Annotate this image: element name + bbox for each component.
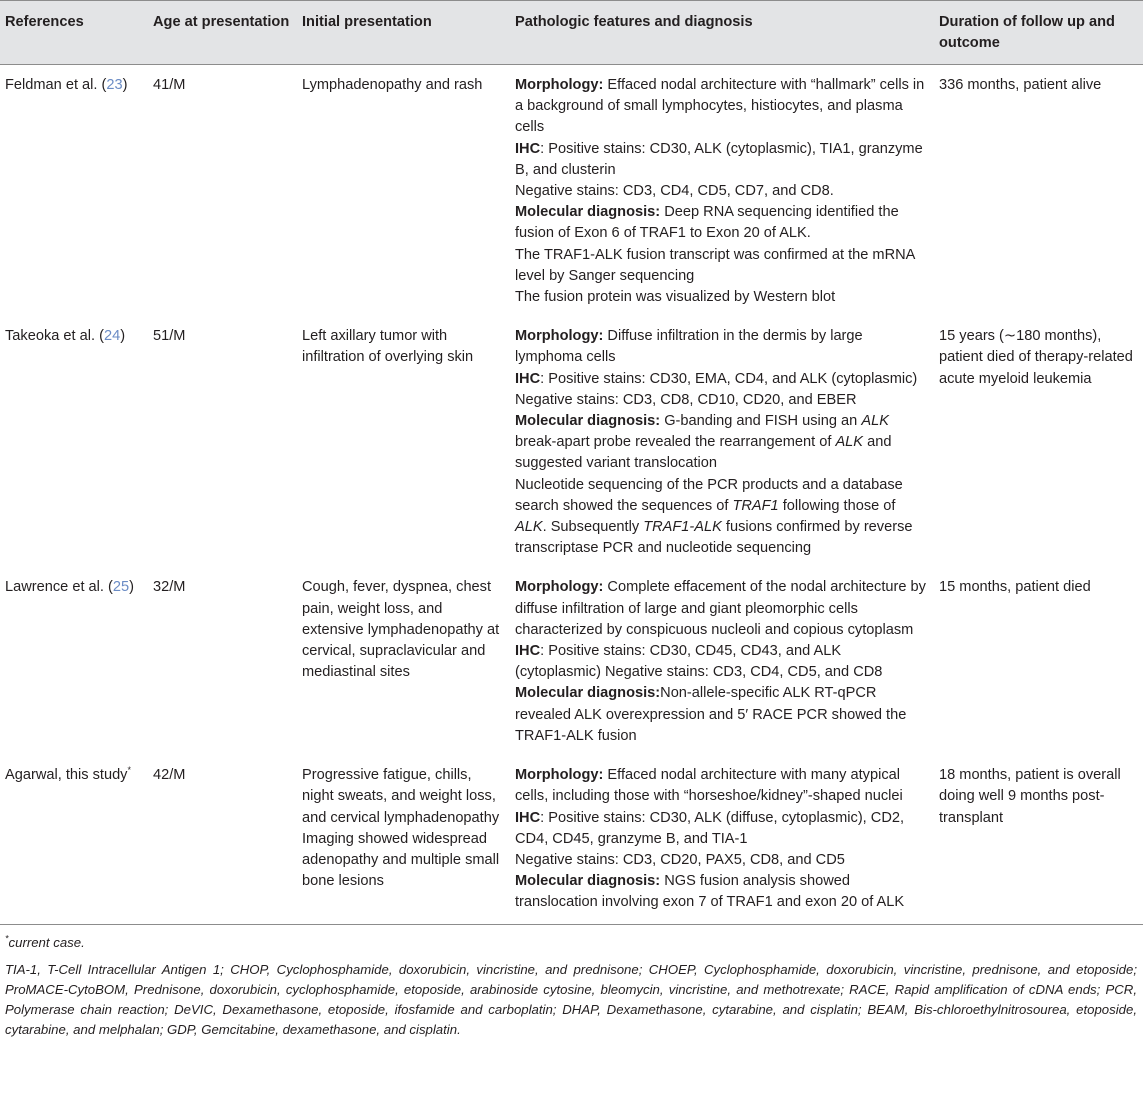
morphology-label: Morphology: [515,767,604,784]
outcome-cell: 15 years (∼180 months), patient died of therapy-related acute myeloid leukemia [939,328,1133,387]
header-age: Age at presentation [148,1,297,65]
negative-stains: Negative stains: CD3, CD4, CD5, CD7, and CD8. [515,183,834,200]
pathology-cell: Morphology: Diffuse infiltration in the dermis by large lymphoma cells IHC: Positive stains: CD30, EMA, CD4, and ALK (cytoplasmic) Negative stains: CD3, CD8, CD10, CD20, and EBER Molecular diagnosis: G-banding and FISH using an ALK break-apart probe revealed the rearrangement of ALK and suggested variant translocation Nucleotide sequencing of the PCR products and a database search showed the sequences of TRAF1 following those of ALK. Subsequently TRAF1-ALK fusions confirmed by reverse transcriptase PCR and nucleotide sequencing [510,316,934,567]
header-row [0,1,1143,65]
molecular-label: Molecular diagnosis: [515,873,661,890]
presentation-cell: Left axillary tumor with infiltration of overlying skin [302,328,474,366]
header-follow-up-outcome: Duration of follow up and outcome [934,1,1143,65]
table-row [0,316,1143,567]
reference-cell: Lawrence et al. (25) [5,579,134,596]
presentation-cell: Cough, fever, dyspnea, chest pain, weight loss, and extensive lymphadenopathy at cervical, supraclavicular and mediastinal sites [302,579,500,681]
ihc-label: IHC [515,643,541,660]
reference-cell: Takeoka et al. (24) [5,328,126,345]
citation-link[interactable]: 24 [103,328,121,345]
header-initial-presentation: Initial presentation [297,1,510,65]
table-header [0,1,1143,65]
negative-stains: Negative stains: CD3, CD20, PAX5, CD8, and CD5 [515,851,845,868]
table-row [0,65,1143,317]
molecular-label: Molecular diagnosis: [515,204,661,221]
outcome-cell: 15 months, patient died [939,579,1091,596]
pathology-cell: Morphology: Complete effacement of the nodal architecture by diffuse infiltration of large and giant pleomorphic cells characterized by conspicuous nucleoli and copious cytoplasm IHC: Positive stains: CD30, CD45, CD43, and ALK (cytoplasmic) Negative stains: CD3, CD4, CD5, and CD8 Molecular diagnosis:Non-allele-specific ALK RT-qPCR revealed ALK overexpression and 5′ RACE PCR showed the TRAF1-ALK fusion [515,579,926,744]
ihc-label: IHC [515,140,541,157]
age-cell: 42/M [148,755,297,924]
footnote-abbreviations: TIA-1, T-Cell Intracellular Antigen 1; CHOP, Cyclophosphamide, doxorubicin, vincristine, and prednisone; CHOEP, Cyclophosphamide, doxorubicin, vincristine, prednisone, and etoposide; ProMACE-CytoBOM, Prednisone, doxorubicin, cyclophosphamide, etoposide, arabinoside cytosine, bleomycin, vincristine, and methotrexate; RACE, Rapid amplification of cDNA ends; PCR, Polymerase chain reaction; DeVIC, Dexamethasone, etoposide, ifosfamide and carboplatin; DHAP, Dexamethasone, cytarabine, and cisplatin; BEAM, Bis-chloroethylnitrosourea, etoposide, cytarabine, and melphalan; GDP, Gemcitabine, dexamethasone, and cisplatin. [5,961,1137,1037]
outcome-cell: 18 months, patient is overall doing well 9 months post-transplant [934,755,1143,924]
reference-cell: Feldman et al. (23) [5,77,128,93]
age-cell: 51/M [153,328,186,345]
outcome-cell: 336 months, patient alive [939,77,1102,93]
table-footnotes [5,933,1137,1040]
citation-link[interactable]: 25 [112,579,130,596]
footnote-current-case: *current case. [5,933,85,950]
morphology-label: Morphology: [515,328,604,345]
molecular-label: Molecular diagnosis: [515,413,661,430]
pathology-cell: Morphology: Effaced nodal architecture with “hallmark” cells in a background of small lymphocytes, histiocytes, and plasma cells IHC: Positive stains: CD30, ALK (cytoplasmic), TIA1, granzyme B, and clusterin Negative stains: CD3, CD4, CD5, CD7, and CD8. Molecular diagnosis: Deep RNA sequencing identified the fusion of Exon 6 of TRAF1 to Exon 20 of ALK. The TRAF1-ALK fusion transcript was confirmed at the mRNA level by Sanger sequencing The fusion protein was visualized by Western blot [510,65,934,317]
negative-stains: Negative stains: CD3, CD8, CD10, CD20, and EBER [515,391,857,408]
citation-link[interactable]: 23 [106,77,123,93]
age-cell: 41/M [153,77,186,93]
morphology-label: Morphology: [515,579,604,596]
table-body [0,65,1143,925]
table-row [0,755,1143,924]
morphology-label: Morphology: [515,77,604,93]
reference-cell: Agarwal, this study* [0,755,148,924]
table-row [0,567,1143,755]
ihc-label: IHC [515,370,541,387]
header-references: References [0,1,148,65]
presentation-cell: Progressive fatigue, chills, night sweats, and weight loss, and cervical lymphadenopathy Imaging showed widespread adenopathy and multiple small bone lesions [297,755,510,924]
pathology-cell: Morphology: Effaced nodal architecture with many atypical cells, including those with “horseshoe/kidney”-shaped nuclei IHC: Positive stains: CD30, ALK (diffuse, cytoplasmic), CD2, CD4, CD45, granzyme B, and TIA-1 Negative stains: CD3, CD20, PAX5, CD8, and CD5 Molecular diagnosis: NGS fusion analysis showed translocation involving exon 7 of TRAF1 and exon 20 of ALK [510,755,934,924]
ihc-label: IHC [515,809,541,826]
presentation-cell: Lymphadenopathy and rash [302,77,483,93]
molecular-label: Molecular diagnosis: [515,685,661,702]
header-pathologic-features: Pathologic features and diagnosis [510,1,934,65]
footnote-marker: * [127,765,131,776]
age-cell: 32/M [153,579,186,596]
